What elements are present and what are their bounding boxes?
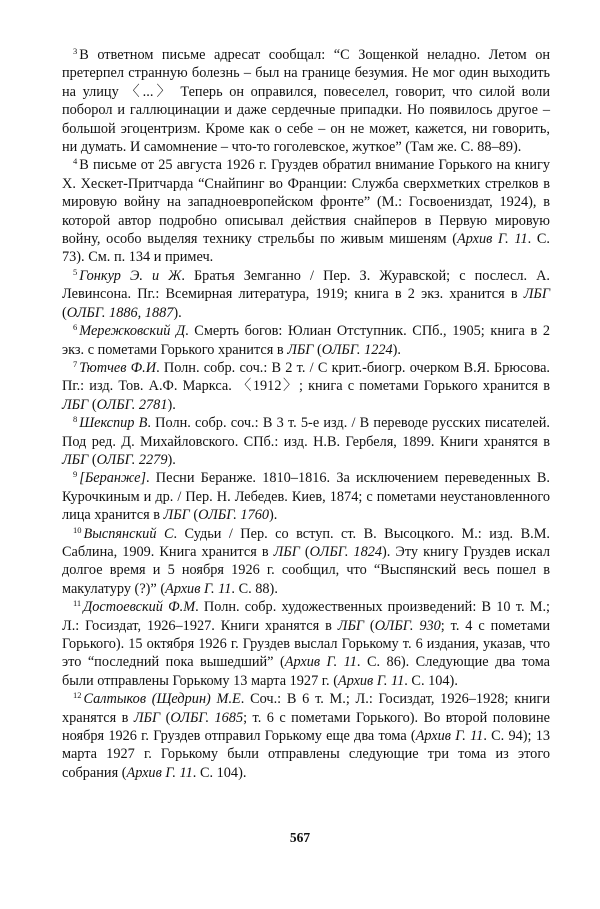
footnote-text: . Полн. собр. соч.: В 2 т. / С крит.-биогр. очерком В.Я. Брюсова. Пг.: изд. Тов. А.Ф. Маркса. 〈1912〉; книга с пометами Горького хранится в [62, 359, 551, 395]
footnote-italic-text: ОЛБГ. 1224 [321, 341, 393, 358]
footnote-italic-text: Выспянский С [83, 525, 174, 542]
footnote-italic-text: ЛБГ [273, 543, 300, 560]
footnote-text: ). Эту книгу Груздев искал долгое время и 5 ноября 1926 г. сообщил, что “Выспянский весь пошел в макулатуру (?)” ( [62, 543, 550, 597]
footnote-italic-text: ОЛБГ. 930 [374, 617, 441, 634]
footnote-italic-text: Тютчев Ф.И [79, 359, 157, 376]
footnote-text: ). [167, 451, 176, 468]
footnote-text: . Братья Земганно / Пер. З. Журавской; с послесл. А. Левинсона. Пг.: Всемирная литература, 1919; книга в 2 экз. хранится в [62, 267, 551, 303]
footnote-text: ; т. 6 с пометами Горького). Во второй половине ноября 1926 г. Груздев отправил Горькому еще два тома ( [62, 709, 551, 745]
footnote-italic-text: Архив Г. 11 [165, 580, 232, 597]
footnote-italic-text: ЛБГ [133, 709, 161, 726]
footnote-italic-text: Шекспир В [79, 415, 148, 432]
footnote-number: 5 [73, 266, 78, 277]
footnote-text: ( [364, 617, 375, 634]
footnote-text: ( [88, 451, 97, 468]
footnote-text: ( [299, 543, 310, 560]
footnote-number: 3 [73, 46, 78, 56]
footnote-text: ; т. 4 с пометами Горького). 15 октября 1926 г. Груздев выслал Горькому т. 6 издания, указав, что это “последний пока вышедший” ( [62, 617, 550, 671]
footnotes-block [62, 46, 550, 782]
footnote-italic-text: ОЛБГ. 1760 [198, 507, 270, 524]
footnote-text: . Смерть богов: Юлиан Отступник. СПб., 1905; книга в 2 экз. с пометами Горького хранится в [62, 323, 550, 358]
footnote-number: 4 [73, 156, 78, 167]
footnote-5 [62, 267, 550, 322]
footnote-italic-text: Гонкур Э. и Ж [79, 267, 182, 284]
footnote-6 [62, 322, 550, 359]
footnote-italic-text: Архив Г. 11 [284, 654, 357, 671]
footnote-italic-text: [Беранже] [79, 470, 147, 487]
footnote-text: . Полн. собр. художественных произведений: В 10 т. М.; Л.: Госиздат, 1926–1927. Книги хранятся в [62, 599, 550, 634]
footnote-number: 7 [73, 358, 78, 369]
footnote-italic-text: ОЛБГ. 1824 [309, 543, 383, 560]
footnote-4 [62, 156, 550, 266]
footnote-text: ( [160, 709, 171, 726]
footnote-number: 12 [73, 690, 82, 701]
footnote-italic-text: ОЛБГ. 2279 [96, 451, 168, 468]
footnote-italic-text: ОЛБГ. 1685 [170, 709, 244, 726]
footnote-italic-text: ЛБГ [287, 341, 314, 358]
footnote-text: . Песни Беранже. 1810–1816. За исключением переведенных В. Курочкиным и др. / Пер. Н. Лебедев. Киев, 1874; с пометами неустановленного лица хранится в [62, 470, 550, 524]
footnote-text: ). [173, 304, 182, 321]
footnote-text: ( [88, 396, 97, 413]
footnote-italic-text: Архив Г. 11 [337, 672, 405, 689]
footnote-3 [62, 46, 550, 156]
footnote-text: В письме от 25 августа 1926 г. Груздев обратил внимание Горького на книгу Х. Хескет-Притчарда “Снайпинг во Франции: Служба сверхметких стрелков в мировую войну на западноевропейском фронте” (М.: Госвоениздат, 1924), в которой автор подробно описывал действия снайперов в Первую мировую войну, особо выделяя технику стрельбы по живым мишеням ( [62, 157, 550, 248]
page-number: 567 [289, 830, 311, 845]
footnote-12 [62, 690, 550, 782]
footnote-7 [62, 359, 550, 414]
footnote-italic-text: ЛБГ [337, 617, 365, 634]
footnote-number: 11 [73, 598, 82, 609]
footnote-text: . С. 94); 13 марта 1927 г. Горькому были отправлены следующие три тома из этого собрания ( [62, 728, 551, 781]
footnote-italic-text: ЛБГ [62, 451, 89, 468]
footnote-italic-text: Архив Г. 11 [415, 728, 484, 745]
footnote-text: ). [269, 507, 278, 524]
footnote-italic-text: ОЛБГ. 1886, 1887 [66, 304, 174, 321]
footnote-italic-text: Салтыков (Щедрин) М.Е [83, 691, 241, 708]
footnote-number: 10 [73, 524, 82, 535]
footnote-10 [62, 525, 550, 599]
footnote-text: . С. 104). [404, 672, 458, 689]
footnote-text: . Полн. собр. соч.: В 3 т. 5-е изд. / В переводе русских писателей. Под ред. Д. Михайловского. СПб.: изд. Н.В. Гербеля, 1899. Книги хранятся в [62, 415, 550, 450]
footnote-number: 9 [73, 469, 78, 480]
footnote-8 [62, 414, 550, 469]
footnote-text: . С. 104). [192, 764, 247, 781]
footnote-text: . С. 86). Следующие два тома были отправлены Горькому 13 марта 1927 г. ( [62, 654, 550, 689]
footnote-text: ( [189, 507, 199, 524]
footnote-italic-text: Архив Г. 11 [457, 231, 528, 248]
footnote-text: . С. 73). См. п. 134 и примеч. [62, 231, 550, 266]
footnote-text: ( [62, 304, 67, 321]
footnote-text: В ответном письме адресат сообщал: “С Зощенкой неладно. Летом он претерпел странную болезнь – был на границе безумия. Не мог один выходить на улицу 〈...〉 Теперь он оправился, повеселел, говорит, что силой воли поборол и галлюцинации и даже сердечные припадки. Но появилось другое – большой эгоцентризм. Кроме как о себе – он не может, кажется, ни говорить, ни думать. И самомнение – что-то гоголевское, жуткое” (Там же. С. 88–89). [62, 47, 550, 156]
footnote-italic-text: ОЛБГ. 2781 [96, 396, 168, 413]
footnote-text: . Судьи / Пер. со вступ. ст. В. Высоцкого. М.: изд. В.М. Саблина, 1909. Книга хранится в [62, 525, 550, 560]
footnote-number: 6 [73, 322, 78, 333]
footnote-text: . Соч.: В 6 т. М.; Л.: Госиздат, 1926–1928; книги хранятся в [62, 691, 550, 726]
footnote-italic-text: Мережковский Д [79, 323, 186, 340]
footnote-number: 8 [73, 414, 78, 425]
footnote-italic-text: ЛБГ [523, 286, 550, 303]
footnote-italic-text: Архив Г. 11 [126, 764, 193, 781]
footnote-text: ( [313, 341, 322, 358]
footnote-text: ). [392, 341, 402, 358]
footnote-9 [62, 469, 550, 524]
footnote-italic-text: ЛБГ [62, 396, 89, 413]
footnote-italic-text: ЛБГ [163, 507, 190, 524]
footnote-text: . С. 88). [231, 580, 278, 597]
footnote-11 [62, 598, 550, 690]
footnote-text: ). [167, 396, 176, 413]
footnote-italic-text: Достоевский Ф.М [83, 599, 196, 616]
